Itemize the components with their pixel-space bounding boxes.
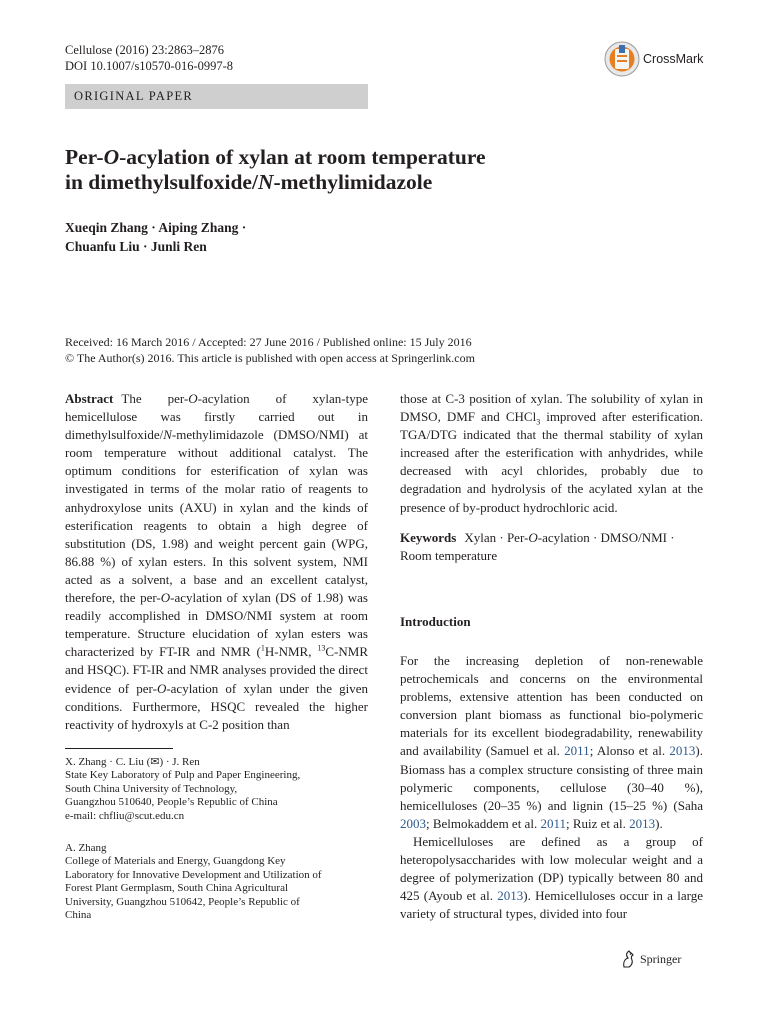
affiliation-line: A. Zhang [65, 842, 107, 854]
introduction-heading: Introduction [400, 614, 471, 629]
title-part: -methylimidazole [273, 170, 433, 194]
abstract-text: H-NMR, [264, 644, 318, 660]
citation-link[interactable]: 2003 [400, 815, 426, 831]
affiliation-line: X. Zhang · C. Liu (✉) · J. Ren [65, 756, 200, 768]
keywords-heading: Keywords [400, 530, 457, 545]
abstract-italic: O [188, 391, 198, 406]
copyright-line: © The Author(s) 2016. This article is published with open access at Springerlink.com [65, 351, 475, 365]
affiliation-line: Laboratory for Innovative Development and Utilization of [65, 868, 322, 881]
subscript: 3 [536, 417, 541, 427]
affiliation-2 [65, 842, 368, 922]
section-label: ORIGINAL PAPER [65, 84, 368, 109]
keywords-text: -acylation · DMSO/NMI · Room temperature [400, 530, 675, 563]
affiliation-line: State Key Laboratory of Pulp and Paper Engineering, [65, 769, 301, 782]
journal-info [65, 42, 233, 74]
affiliation-1 [65, 756, 368, 823]
citation-link[interactable]: 2011 [564, 743, 590, 759]
journal-citation: Cellulose (2016) 23:2863–2876 [65, 43, 225, 57]
crossmark-label: CrossMark [643, 52, 704, 66]
introduction-body [400, 652, 703, 923]
abstract-text: -acylation of xylan-type hemicellulose was firstly carried out in dimethylsulfoxide/ [65, 391, 368, 443]
abstract-text: -acylation of xylan (DS of 1.98) was readily accomplished in DMSO/NMI system at room temperature. Structure elucidation of xylan esters was characterized by FT-IR and NMR ( [65, 590, 368, 660]
keywords-italic: O [528, 530, 538, 545]
abstract-heading: Abstract [65, 391, 114, 406]
title-part: -acylation of xylan at room temperature [119, 145, 486, 169]
title-part: Per- [65, 145, 104, 169]
authors-line: Xueqin Zhang · Aiping Zhang · [65, 220, 247, 235]
abstract-italic: N [163, 427, 172, 443]
publisher-name: Springer [640, 951, 682, 966]
abstract-italic: O [160, 590, 171, 606]
abstract-text: improved after esterification. TGA/DTG indicated that the thermal stability of xylan increased after the esterification with anhydrides, while decreased with acyl chlorides, probably due to degradation and hydrolysis of the acylated xylan at the presence of by-product hydrochloric acid. [400, 409, 703, 515]
crossmark-icon [604, 41, 640, 77]
affiliation-line: China [65, 909, 92, 922]
keywords [400, 529, 703, 565]
abstract-continued [400, 390, 703, 517]
abstract-text: C-NMR and HSQC). FT-IR and NMR analyses provided the direct evidence of per- [65, 644, 368, 696]
affiliation-line: College of Materials and Energy, Guangdong Key [65, 855, 286, 868]
citation-link[interactable]: 2013 [669, 743, 696, 759]
footnote-divider [65, 748, 173, 749]
abstract-text: those at C-3 position of xylan. The solubility of xylan in DMSO, DMF and CHCl [400, 391, 703, 425]
doi[interactable]: DOI 10.1007/s10570-016-0997-8 [65, 59, 234, 73]
affiliation-line: Guangzhou 510640, People’s Republic of China [65, 796, 278, 809]
citation-link[interactable]: 2013 [497, 888, 524, 904]
superscript: 1 [260, 643, 265, 653]
affiliation-line: South China University of Technology, [65, 782, 238, 795]
publisher-footer [620, 950, 681, 968]
publication-dates [65, 334, 475, 366]
abstract [65, 390, 368, 734]
title-italic: O [103, 145, 120, 169]
abstract-italic: O [156, 680, 167, 696]
abstract-text: -methylimidazole (DMSO/NMI) at room temperature without additional catalyst. The optimum conditions for esterification of xylan was investigated in terms of the molar ratio of reagents to anhydroxylose units (AXU) in xylan and the kinds of esterification reagents to obtain a high degree of substitution (DS, 1.98) and weight percent gain (WPG, 86.88 %) of xylan esters. In this solvent system, NMI acted as a solvent, a base and an excellent catalyst, therefore, the per- [65, 427, 368, 606]
history-line: Received: 16 March 2016 / Accepted: 27 June 2016 / Published online: 15 July 2016 [65, 335, 472, 349]
citation-link[interactable]: 2011 [540, 815, 566, 831]
authors-line: Chuanfu Liu · Junli Ren [65, 239, 207, 254]
title-italic: N [257, 170, 274, 194]
citation-link[interactable]: 2013 [629, 815, 656, 831]
abstract-text: The per- [121, 391, 189, 406]
paper-title [65, 145, 705, 195]
intro-paragraph-2: Hemicelluloses are defined as a group of heteropolysaccharides with low molecular weight and a degree of polymerization (DP) typically between 80 and 425 (Ayoub et al. 2013). Hemicelluloses occur in a large variety of structural types, divided into four [400, 833, 703, 922]
superscript: 13 [317, 643, 326, 653]
author-list [65, 218, 246, 256]
crossmark-badge[interactable] [604, 41, 703, 77]
abstract-text: -acylation of xylan under the given conditions. Furthermore, HSQC revealed the higher reactivity of hydroxyls at C-2 position than [65, 680, 368, 732]
springer-horse-icon [620, 950, 636, 968]
email-link[interactable]: e-mail: chfliu@scut.edu.cn [65, 809, 185, 822]
intro-paragraph-1: For the increasing depletion of non-renewable petrochemicals and concerns on the environmental problems, extensive attention has been conducted on conversion plant biomass as functional bio-polymeric materials for its excellent biodegradability, renewability and availability (Samuel et al. 2011; Alonso et al. 2013). Biomass has a complex structure consisting of three main polymeric components, cellulose (30–40 %), hemicelluloses (20–35 %) and lignin (15–25 %) (Saha 2003; Belmokaddem et al. 2011; Ruiz et al. 2013). [400, 653, 703, 831]
affiliation-line: Forest Plant Germplasm, South China Agricultural [65, 882, 289, 895]
keywords-text: Xylan · Per- [464, 530, 529, 545]
affiliation-line: University, Guangzhou 510642, People’s Republic of [65, 895, 300, 908]
title-part: in dimethylsulfoxide/ [65, 170, 258, 194]
